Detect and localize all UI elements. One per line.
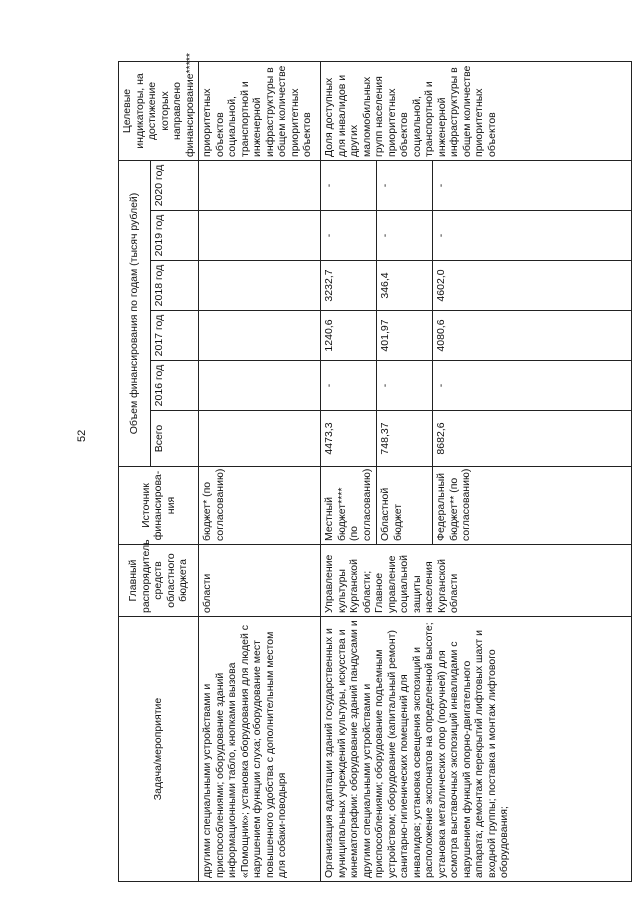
row2-regional-2018: 346,4 bbox=[377, 261, 433, 311]
header-manager: Главный распорядитель средств областного бюджета bbox=[119, 545, 199, 617]
header-2017: 2017 год bbox=[150, 311, 199, 361]
row1-manager: области bbox=[199, 545, 321, 617]
header-2019: 2019 год bbox=[150, 211, 199, 261]
header-2016: 2016 год bbox=[150, 361, 199, 411]
row2-regional-2019: - bbox=[377, 211, 433, 261]
table-row bbox=[199, 61, 321, 881]
page-number: 52 bbox=[76, 429, 88, 442]
row2-regional-total: 748,37 bbox=[377, 411, 433, 467]
row2-federal-2016: - bbox=[433, 361, 632, 411]
row2-federal-total: 8682,6 bbox=[433, 411, 632, 467]
row1-total bbox=[199, 411, 321, 467]
header-targets: Целевые индикаторы, на достижение которых направлено финансирование***** bbox=[119, 61, 199, 160]
row2-federal-2017: 4080,6 bbox=[433, 311, 632, 361]
row2-source-federal: Федеральный бюджет** (по согласованию) bbox=[433, 467, 632, 545]
header-financing: Объем финансирования по годам (тысяч рублей) bbox=[119, 160, 151, 466]
row2-manager: Управление культуры Курганской области; Главное управление социальной защиты населения Курганской области bbox=[321, 545, 632, 617]
row2-local-2018: 3232,7 bbox=[321, 261, 377, 311]
row1-2019 bbox=[199, 211, 321, 261]
header-task: Задача/мероприятие bbox=[119, 617, 199, 882]
row2-federal-2020: - bbox=[433, 160, 632, 210]
row1-2016 bbox=[199, 361, 321, 411]
row2-regional-2020: - bbox=[377, 160, 433, 210]
row2-federal-2019: - bbox=[433, 211, 632, 261]
row2-source-regional: Областной бюджет bbox=[377, 467, 433, 545]
row1-2018 bbox=[199, 261, 321, 311]
header-2018: 2018 год bbox=[150, 261, 199, 311]
row1-task: другими специальными устройствами и приспособлениями; оборудование зданий информационными табло, кнопками вызова «Помощник»; установка оборудования для людей с нарушением функции слуха; оборудование мест повышенного удобства с дополнительным местом для собаки-поводыря bbox=[199, 617, 321, 882]
row2-targets: Доля доступных для инвалидов и других маломобильных групп населения приоритетных объектов социальной, транспортной и инженерной инфраструктуры в общем количестве приоритетных объектов bbox=[321, 61, 632, 160]
financing-table bbox=[118, 52, 632, 882]
row2-federal-2018: 4602,0 bbox=[433, 261, 632, 311]
row2-regional-2017: 401,97 bbox=[377, 311, 433, 361]
row2-regional-2016: - bbox=[377, 361, 433, 411]
table-row bbox=[321, 61, 377, 881]
header-source: Источник финансирова-ния bbox=[119, 467, 199, 545]
row2-local-2019: - bbox=[321, 211, 377, 261]
row2-local-2017: 1240,6 bbox=[321, 311, 377, 361]
header-total: Всего bbox=[150, 411, 199, 467]
row2-source-local: Местный бюджет**** (по согласованию) bbox=[321, 467, 377, 545]
row1-source: бюджет* (по согласованию) bbox=[199, 467, 321, 545]
rotated-table-container bbox=[118, 52, 632, 882]
row2-local-2020: - bbox=[321, 160, 377, 210]
row1-2017 bbox=[199, 311, 321, 361]
row2-task: Организация адаптации зданий государственных и муниципальных учреждений культуры, искусства и кинематографии: оборудование зданий пандусами и другими специальными устройствами и приспособлениями; оборудование подъемным устройством; оборудование (капитальный ремонт) санитарно-гигиенических помещений для инвалидов; установка освещения экспозиций и расположение экспонатов на определенной высоте; установка металлических опор (поручней) для осмотра выставочных экспозиций инвалидами с нарушением функций опорно-двигательного аппарата; демонтаж перекрытий лифтовых шахт и входной группы; поставка и монтаж лифтового оборудования; bbox=[321, 617, 632, 882]
header-2020: 2020 год bbox=[150, 160, 199, 210]
row1-2020 bbox=[199, 160, 321, 210]
row2-local-total: 4473,3 bbox=[321, 411, 377, 467]
row2-local-2016: - bbox=[321, 361, 377, 411]
row1-targets: приоритетных объектов социальной, транспортной и инженерной инфраструктуры в общем количестве приоритетных объектов bbox=[199, 61, 321, 160]
